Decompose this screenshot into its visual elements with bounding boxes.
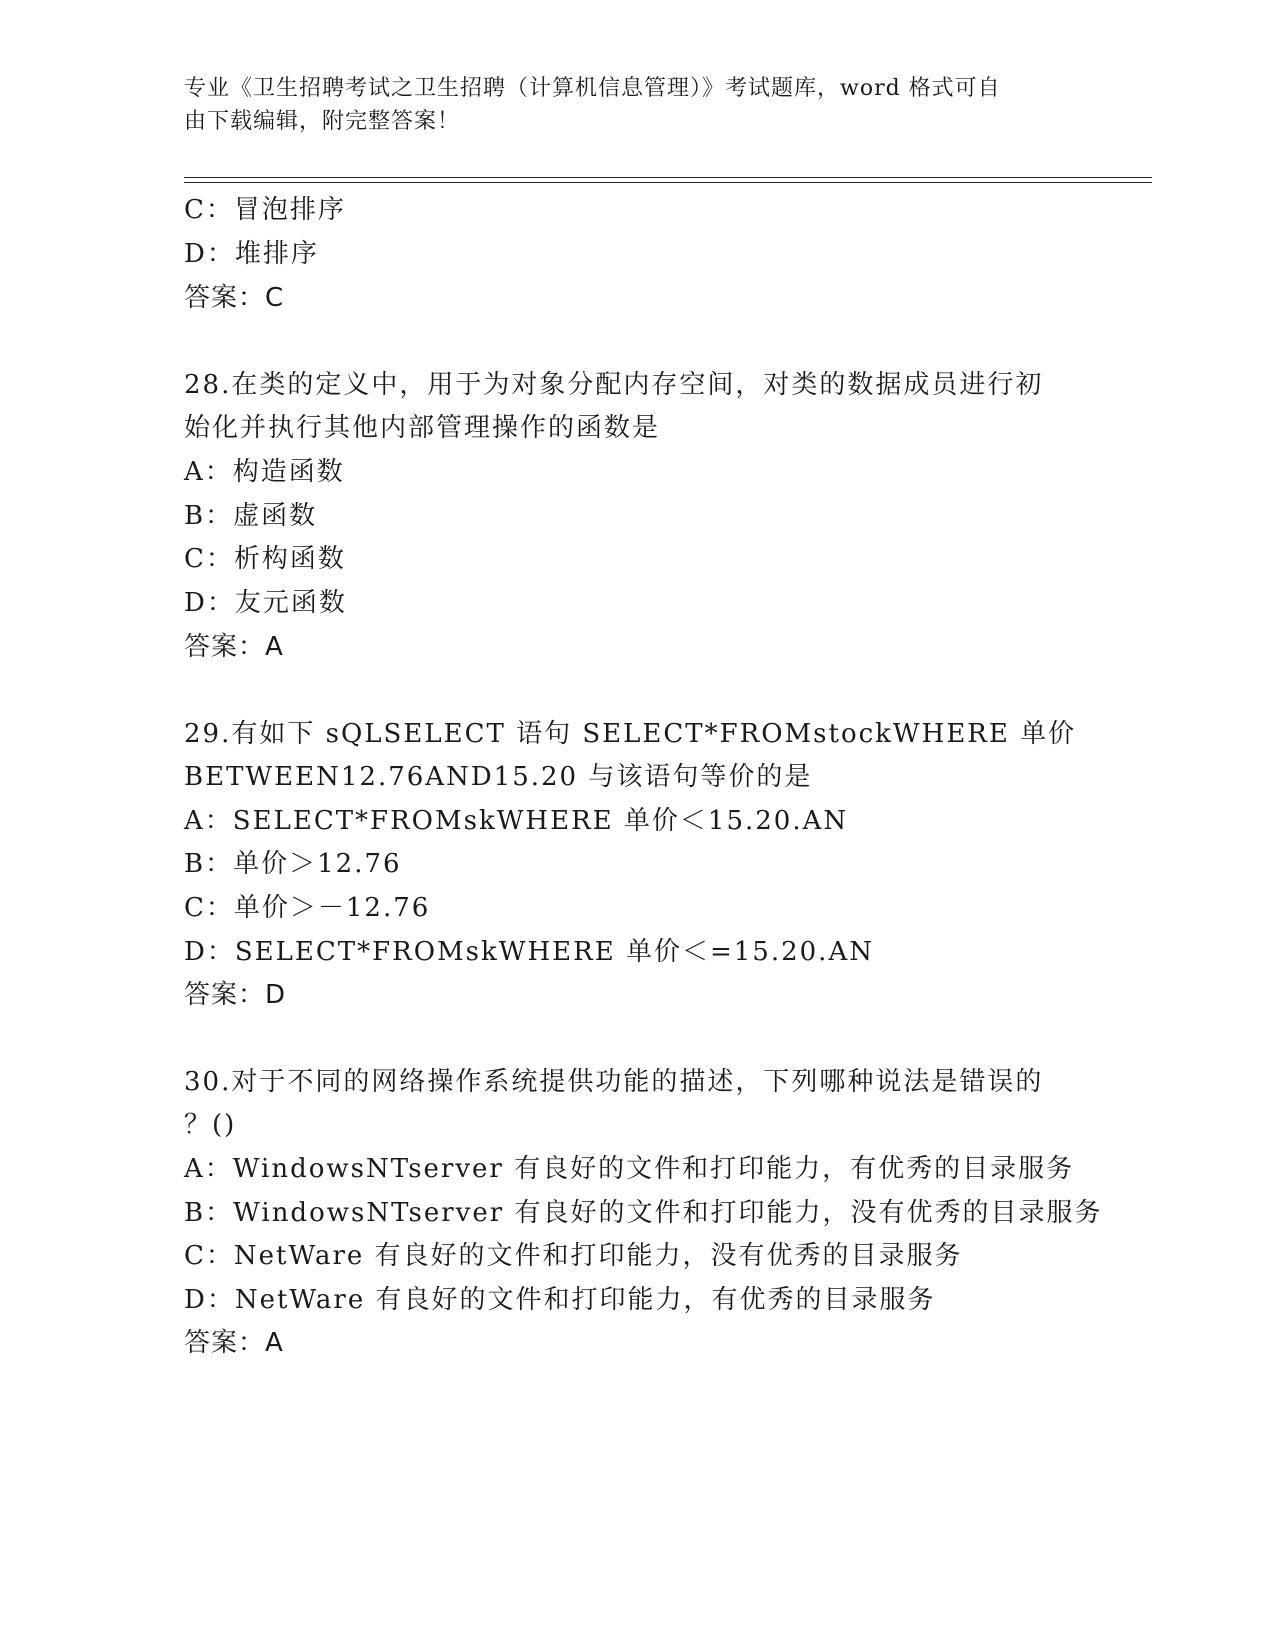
q30-option-d: D：NetWare 有良好的文件和打印能力，有优秀的目录服务 [184, 1285, 936, 1315]
q28-option-b: B：虚函数 [184, 501, 318, 531]
q30-option-c: C：NetWare 有良好的文件和打印能力，没有优秀的目录服务 [184, 1241, 963, 1271]
carryover-option-d: D：堆排序 [184, 239, 319, 269]
q28-option-d: D：友元函数 [184, 588, 347, 618]
q28-option-a: A：构造函数 [184, 457, 345, 487]
q28-stem-line-2: 始化并执行其他内部管理操作的函数是 [184, 413, 661, 443]
q29-option-c: C：单价＞－12.76 [184, 893, 431, 923]
header-line-1: 专业《卫生招聘考试之卫生招聘（计算机信息管理）》考试题库，word 格式可自 [184, 76, 1001, 101]
document-header [184, 72, 1064, 138]
q28-answer: 答案：A [184, 632, 284, 662]
q28-option-c: C：析构函数 [184, 544, 346, 574]
header-divider-bottom [184, 182, 1152, 183]
q30-answer: 答案：A [184, 1328, 284, 1358]
q29-stem-line-1: 29.有如下 sQLSELECT 语句 SELECT*FROMstockWHERE 单价 [184, 719, 1077, 749]
q29-stem-line-2: BETWEEN12.76AND15.20 与该语句等价的是 [184, 762, 813, 792]
q28-stem-line-1: 28.在类的定义中，用于为对象分配内存空间，对类的数据成员进行初 [184, 370, 1044, 400]
q29-option-a: A：SELECT*FROMskWHERE 单价＜15.20.AN [184, 806, 849, 836]
carryover-option-c: C：冒泡排序 [184, 195, 346, 225]
q30-stem-line-2: ？() [184, 1110, 237, 1140]
header-line-2: 由下载编辑，附完整答案！ [184, 109, 461, 134]
carryover-answer: 答案：C [184, 283, 285, 313]
q30-option-a: A：WindowsNTserver 有良好的文件和打印能力，有优秀的目录服务 [184, 1154, 1075, 1184]
q29-option-d: D：SELECT*FROMskWHERE 单价＜=15.20.AN [184, 937, 874, 967]
q30-option-b: B：WindowsNTserver 有良好的文件和打印能力，没有优秀的目录服务 [184, 1198, 1103, 1228]
q29-answer: 答案：D [184, 980, 287, 1010]
q29-option-b: B：单价＞12.76 [184, 849, 402, 879]
header-divider-top [184, 177, 1152, 178]
q30-stem-line-1: 30.对于不同的网络操作系统提供功能的描述，下列哪种说法是错误的 [184, 1067, 1044, 1097]
